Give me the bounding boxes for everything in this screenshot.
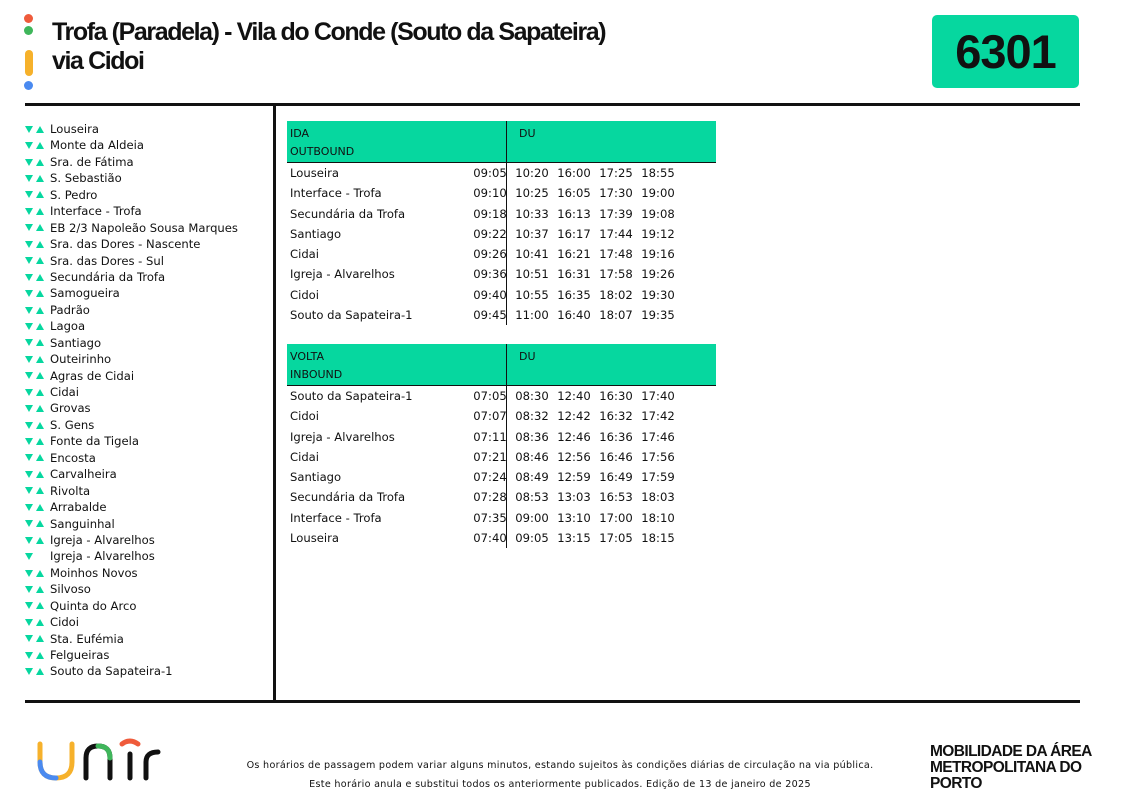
timetable-row bbox=[287, 508, 716, 528]
departure-time: 09:45 bbox=[473, 308, 507, 323]
stop-name: Cidai bbox=[50, 385, 80, 399]
stop-name: Padrão bbox=[50, 302, 90, 317]
departure-time: 07:05 bbox=[473, 389, 507, 403]
stop-list-item bbox=[25, 614, 238, 630]
title-line-1: Trofa (Paradela) - Vila do Conde (Souto da Sapateira) bbox=[52, 18, 606, 46]
arrow-up-icon bbox=[36, 454, 44, 461]
arrow-down-icon bbox=[25, 159, 33, 166]
departure-time: 07:24 bbox=[473, 470, 507, 485]
departure-time: 16:30 bbox=[599, 389, 633, 403]
arrow-up-icon bbox=[36, 652, 44, 659]
arrow-up-icon bbox=[36, 191, 44, 198]
departure-time: 10:41 bbox=[515, 247, 549, 262]
arrow-up-icon bbox=[36, 126, 44, 133]
departure-time: 17:48 bbox=[599, 247, 633, 262]
departure-time: 10:37 bbox=[515, 226, 549, 241]
arrow-up-icon bbox=[36, 405, 44, 412]
stop-list-item bbox=[25, 302, 238, 318]
stop-list-item bbox=[25, 351, 238, 367]
arrow-down-icon bbox=[25, 339, 33, 346]
arrow-down-icon bbox=[25, 208, 33, 215]
column-separator bbox=[506, 344, 507, 385]
stop-name: Rivolta bbox=[50, 483, 91, 498]
stop-list-item bbox=[25, 335, 238, 351]
stop-name: Santiago bbox=[50, 335, 102, 350]
arrow-up-icon bbox=[36, 208, 44, 215]
arrow-down-icon bbox=[25, 438, 33, 445]
departure-time: 16:35 bbox=[557, 287, 591, 302]
stop-list-item bbox=[25, 220, 238, 236]
arrow-up-icon bbox=[36, 438, 44, 445]
stop-list-item bbox=[25, 647, 238, 663]
row-stop-name: Interface - Trofa bbox=[290, 186, 382, 201]
departure-time: 12:59 bbox=[557, 470, 591, 485]
timetable-row bbox=[287, 285, 716, 305]
departure-time: 19:35 bbox=[641, 308, 675, 323]
arrow-down-icon bbox=[25, 471, 33, 478]
row-stop-name: Igreja - Alvarelhos bbox=[290, 429, 395, 444]
arrow-up-icon bbox=[36, 290, 44, 297]
timetable-header bbox=[287, 121, 716, 162]
row-stop-name: Interface - Trofa bbox=[290, 510, 382, 525]
row-stop-name: Santiago bbox=[290, 226, 342, 241]
stop-list bbox=[25, 121, 238, 680]
arrow-down-icon bbox=[25, 586, 33, 593]
stop-name: Silvoso bbox=[50, 582, 91, 597]
departure-time: 17:05 bbox=[599, 531, 633, 546]
departure-time: 19:00 bbox=[641, 186, 675, 201]
row-stop-name: Louseira bbox=[290, 531, 339, 546]
arrow-down-icon bbox=[25, 241, 33, 248]
departure-time: 08:49 bbox=[515, 470, 549, 485]
row-stop-name: Cidoi bbox=[290, 287, 319, 302]
departure-time: 07:40 bbox=[473, 531, 507, 546]
stop-name: Sanguinhal bbox=[50, 516, 115, 531]
stop-name: Igreja - Alvarelhos bbox=[50, 532, 155, 547]
unir-logo-icon bbox=[36, 736, 172, 782]
arrow-down-icon bbox=[25, 224, 33, 231]
stop-name: Louseira bbox=[50, 122, 99, 136]
arrow-up-icon bbox=[36, 224, 44, 231]
stop-name: Cidoi bbox=[50, 615, 79, 630]
stop-list-item bbox=[25, 384, 238, 400]
departure-time: 17:39 bbox=[599, 206, 633, 221]
stop-list-item bbox=[25, 236, 238, 252]
departure-time: 16:36 bbox=[599, 429, 633, 444]
stop-list-item bbox=[25, 548, 238, 564]
departure-time: 07:21 bbox=[473, 449, 507, 464]
row-stop-name: Cidai bbox=[290, 247, 320, 262]
arrow-down-icon bbox=[25, 290, 33, 297]
arrow-up-icon bbox=[36, 570, 44, 577]
stop-list-item bbox=[25, 269, 238, 285]
direction-label: VOLTA bbox=[290, 350, 324, 363]
stop-list-item bbox=[25, 532, 238, 548]
amp-logo bbox=[930, 744, 1122, 792]
row-stop-name: Secundária da Trofa bbox=[290, 490, 406, 505]
timetable-row bbox=[287, 467, 716, 487]
departure-time: 18:02 bbox=[599, 287, 633, 302]
departure-time: 17:56 bbox=[641, 449, 675, 464]
arrow-down-icon bbox=[25, 274, 33, 281]
departure-time: 09:36 bbox=[473, 267, 507, 282]
arrow-down-icon bbox=[25, 191, 33, 198]
stop-list-item bbox=[25, 203, 238, 219]
departure-time: 09:00 bbox=[515, 510, 549, 525]
row-stop-name: Cidai bbox=[290, 449, 320, 464]
arrow-down-icon bbox=[25, 635, 33, 642]
arrow-down-icon bbox=[25, 668, 33, 675]
stop-name: Sta. Eufémia bbox=[50, 631, 124, 646]
amp-logo-line-1: MOBILIDADE DA ÁREA bbox=[930, 743, 1092, 760]
departure-time: 07:35 bbox=[473, 510, 507, 525]
row-stop-name: Louseira bbox=[290, 166, 339, 180]
arrow-up-icon bbox=[36, 274, 44, 281]
timetable-row bbox=[287, 183, 716, 203]
departure-time: 07:28 bbox=[473, 490, 507, 505]
arrow-down-icon bbox=[25, 422, 33, 429]
departure-time: 16:05 bbox=[557, 186, 591, 201]
departure-time: 16:46 bbox=[599, 449, 633, 464]
stop-list-item bbox=[25, 450, 238, 466]
departure-time: 12:40 bbox=[557, 389, 591, 403]
stop-name: Monte da Aldeia bbox=[50, 138, 144, 153]
disclaimer-line-1: Os horários de passagem podem variar alguns minutos, estando sujeitos às condições diárias de circulação na via pública. bbox=[246, 760, 874, 771]
arrow-up-icon bbox=[36, 389, 44, 396]
day-type-label: DU bbox=[519, 350, 536, 363]
arrow-down-icon bbox=[25, 570, 33, 577]
arrow-up-icon bbox=[36, 175, 44, 182]
timetable-outbound bbox=[287, 121, 716, 325]
departure-time: 08:53 bbox=[515, 490, 549, 505]
arrow-up-icon bbox=[36, 619, 44, 626]
arrow-down-icon bbox=[25, 652, 33, 659]
stop-name: Grovas bbox=[50, 401, 91, 416]
departure-time: 09:10 bbox=[473, 186, 507, 201]
departure-time: 09:26 bbox=[473, 247, 507, 262]
departure-time: 07:07 bbox=[473, 409, 507, 424]
departure-time: 16:00 bbox=[557, 166, 591, 180]
arrow-down-icon bbox=[25, 520, 33, 527]
departure-time: 19:12 bbox=[641, 226, 675, 241]
arrow-down-icon bbox=[25, 257, 33, 264]
stop-name: Sra. das Dores - Nascente bbox=[50, 237, 201, 252]
departure-time: 16:53 bbox=[599, 490, 633, 505]
departure-time: 13:03 bbox=[557, 490, 591, 505]
arrow-up-icon bbox=[36, 356, 44, 363]
stop-list-item bbox=[25, 433, 238, 449]
stop-list-item bbox=[25, 187, 238, 203]
stop-list-item bbox=[25, 466, 238, 482]
stop-name: Souto da Sapateira-1 bbox=[50, 664, 173, 679]
stop-name: Sra. das Dores - Sul bbox=[50, 253, 164, 268]
arrow-up-icon bbox=[36, 471, 44, 478]
timetable-row bbox=[287, 406, 716, 426]
arrow-down-icon bbox=[25, 323, 33, 330]
stop-name: Sra. de Fátima bbox=[50, 154, 134, 169]
departure-time: 09:05 bbox=[515, 531, 549, 546]
departure-time: 13:10 bbox=[557, 510, 591, 525]
stop-list-item bbox=[25, 400, 238, 416]
departure-time: 12:46 bbox=[557, 429, 591, 444]
stop-list-item bbox=[25, 663, 238, 679]
departure-time: 18:03 bbox=[641, 490, 675, 505]
arrow-up-icon bbox=[36, 520, 44, 527]
stop-list-item bbox=[25, 170, 238, 186]
row-stop-name: Souto da Sapateira-1 bbox=[290, 308, 413, 323]
footer-divider bbox=[25, 700, 1080, 703]
arrow-up-icon bbox=[36, 537, 44, 544]
row-stop-name: Secundária da Trofa bbox=[290, 206, 406, 221]
stop-name: S. Gens bbox=[50, 417, 95, 432]
arrow-down-icon bbox=[25, 602, 33, 609]
departure-time: 16:31 bbox=[557, 267, 591, 282]
stop-list-item bbox=[25, 631, 238, 647]
arrow-down-icon bbox=[25, 389, 33, 396]
stop-list-item bbox=[25, 581, 238, 597]
stop-name: Fonte da Tigela bbox=[50, 434, 139, 449]
timetable-row bbox=[287, 204, 716, 224]
timetable-row bbox=[287, 163, 716, 183]
stop-name: Carvalheira bbox=[50, 467, 117, 482]
stop-list-item bbox=[25, 137, 238, 153]
arrow-up-icon bbox=[36, 586, 44, 593]
departure-time: 09:05 bbox=[473, 166, 507, 180]
timetable-row bbox=[287, 244, 716, 264]
departure-time: 12:42 bbox=[557, 409, 591, 424]
departure-time: 09:18 bbox=[473, 206, 507, 221]
departure-time: 16:13 bbox=[557, 206, 591, 221]
arrow-down-icon bbox=[25, 372, 33, 379]
header-divider bbox=[25, 103, 1080, 106]
departure-time: 10:51 bbox=[515, 267, 549, 282]
departure-time: 17:46 bbox=[641, 429, 675, 444]
arrow-up-icon bbox=[36, 487, 44, 494]
arrow-down-icon bbox=[25, 356, 33, 363]
row-stop-name: Cidoi bbox=[290, 409, 319, 424]
stop-name: Outeirinho bbox=[50, 352, 112, 367]
stop-name: Felgueiras bbox=[50, 648, 110, 662]
departure-time: 16:17 bbox=[557, 226, 591, 241]
stop-name: Quinta do Arco bbox=[50, 598, 137, 613]
stop-list-item bbox=[25, 417, 238, 433]
arrow-up-icon bbox=[36, 504, 44, 511]
departure-time: 16:32 bbox=[599, 409, 633, 424]
stop-name: Igreja - Alvarelhos bbox=[50, 549, 155, 564]
stop-list-item bbox=[25, 318, 238, 334]
departure-time: 11:00 bbox=[515, 308, 549, 323]
departure-time: 17:00 bbox=[599, 510, 633, 525]
departure-time: 17:59 bbox=[641, 470, 675, 485]
stop-list-item bbox=[25, 121, 238, 137]
stop-name: Samogueira bbox=[50, 286, 120, 301]
arrow-up-icon bbox=[36, 668, 44, 675]
arrow-down-icon bbox=[25, 405, 33, 412]
stop-list-item bbox=[25, 253, 238, 269]
direction-label: IDA bbox=[290, 127, 310, 140]
stop-name: Arrabalde bbox=[50, 500, 107, 515]
arrow-up-icon bbox=[36, 602, 44, 609]
arrow-up-icon bbox=[36, 323, 44, 330]
departure-time: 18:10 bbox=[641, 510, 675, 525]
stop-name: Lagoa bbox=[50, 319, 86, 334]
departure-time: 16:40 bbox=[557, 308, 591, 323]
stop-name: Encosta bbox=[50, 450, 96, 465]
stop-list-item bbox=[25, 483, 238, 499]
arrow-up-icon bbox=[36, 257, 44, 264]
departure-time: 17:30 bbox=[599, 186, 633, 201]
arrow-up-icon bbox=[36, 422, 44, 429]
departure-time: 18:55 bbox=[641, 166, 675, 180]
page-title bbox=[52, 18, 605, 76]
departure-time: 08:30 bbox=[515, 389, 549, 403]
arrow-up-icon bbox=[36, 307, 44, 314]
arrow-up-icon bbox=[36, 372, 44, 379]
stop-name: Moinhos Novos bbox=[50, 565, 138, 580]
timetable-row bbox=[287, 305, 716, 325]
arrow-down-icon bbox=[25, 142, 33, 149]
departure-time: 16:21 bbox=[557, 247, 591, 262]
departure-time: 17:40 bbox=[641, 389, 675, 403]
amp-logo-line-2: METROPOLITANA DO PORTO bbox=[930, 759, 1082, 792]
departure-time: 12:56 bbox=[557, 449, 591, 464]
row-stop-name: Igreja - Alvarelhos bbox=[290, 267, 395, 282]
departure-time: 17:42 bbox=[641, 409, 675, 424]
route-number-badge: 6301 bbox=[932, 15, 1079, 88]
timetable-row bbox=[287, 447, 716, 467]
direction-label-en: OUTBOUND bbox=[290, 145, 355, 158]
departure-time: 10:55 bbox=[515, 287, 549, 302]
stop-list-item bbox=[25, 154, 238, 170]
timetable-row bbox=[287, 386, 716, 406]
departure-time: 08:46 bbox=[515, 449, 549, 464]
arrow-down-icon bbox=[25, 307, 33, 314]
departure-time: 18:07 bbox=[599, 308, 633, 323]
timetable-row bbox=[287, 487, 716, 507]
stop-list-item bbox=[25, 565, 238, 581]
departure-time: 13:15 bbox=[557, 531, 591, 546]
stop-name: S. Sebastião bbox=[50, 171, 122, 186]
arrow-up-icon bbox=[36, 241, 44, 248]
column-separator bbox=[506, 121, 507, 162]
arrow-down-icon bbox=[25, 553, 33, 560]
row-stop-name: Santiago bbox=[290, 470, 342, 485]
departure-time: 19:16 bbox=[641, 247, 675, 262]
stop-name: S. Pedro bbox=[50, 187, 98, 202]
stop-list-item bbox=[25, 499, 238, 515]
arrow-up-icon bbox=[36, 635, 44, 642]
stop-list-item bbox=[25, 368, 238, 384]
departure-time: 17:44 bbox=[599, 226, 633, 241]
timetable-row bbox=[287, 427, 716, 447]
departure-time: 19:30 bbox=[641, 287, 675, 302]
stop-name: Agras de Cidai bbox=[50, 368, 135, 383]
stop-list-item bbox=[25, 285, 238, 301]
departure-time: 10:25 bbox=[515, 186, 549, 201]
stop-list-item bbox=[25, 598, 238, 614]
stop-name: Secundária da Trofa bbox=[50, 269, 166, 284]
row-stop-name: Souto da Sapateira-1 bbox=[290, 389, 413, 403]
departure-time: 08:32 bbox=[515, 409, 549, 424]
arrow-down-icon bbox=[25, 504, 33, 511]
departure-time: 09:40 bbox=[473, 287, 507, 302]
direction-label-en: INBOUND bbox=[290, 368, 343, 381]
arrow-down-icon bbox=[25, 175, 33, 182]
departure-time: 17:25 bbox=[599, 166, 633, 180]
column-divider bbox=[273, 106, 276, 700]
stop-name: EB 2/3 Napoleão Sousa Marques bbox=[50, 220, 238, 235]
title-line-2: via Cidoi bbox=[52, 47, 144, 75]
departure-time: 19:26 bbox=[641, 267, 675, 282]
departure-time: 10:20 bbox=[515, 166, 549, 180]
arrow-up-icon bbox=[36, 339, 44, 346]
timetable-row bbox=[287, 224, 716, 244]
timetable-row bbox=[287, 264, 716, 284]
departure-time: 19:08 bbox=[641, 206, 675, 221]
arrow-down-icon bbox=[25, 619, 33, 626]
timetable-header bbox=[287, 344, 716, 385]
day-type-label: DU bbox=[519, 127, 536, 140]
departure-time: 16:49 bbox=[599, 470, 633, 485]
departure-time: 10:33 bbox=[515, 206, 549, 221]
departure-time: 08:36 bbox=[515, 429, 549, 444]
timetable-inbound bbox=[287, 344, 716, 548]
arrow-up-icon bbox=[36, 142, 44, 149]
arrow-down-icon bbox=[25, 487, 33, 494]
departure-time: 09:22 bbox=[473, 226, 507, 241]
timetable-row bbox=[287, 528, 716, 548]
stop-list-item bbox=[25, 516, 238, 532]
arrow-down-icon bbox=[25, 454, 33, 461]
departure-time: 07:11 bbox=[473, 429, 507, 444]
departure-time: 18:15 bbox=[641, 531, 675, 546]
arrow-down-icon bbox=[25, 537, 33, 544]
arrow-down-icon bbox=[25, 126, 33, 133]
arrow-up-icon bbox=[36, 159, 44, 166]
departure-time: 17:58 bbox=[599, 267, 633, 282]
disclaimer-line-2: Este horário anula e substitui todos os anteriormente publicados. Edição de 13 de janeiro de 2025 bbox=[309, 779, 811, 790]
stop-name: Interface - Trofa bbox=[50, 204, 142, 219]
